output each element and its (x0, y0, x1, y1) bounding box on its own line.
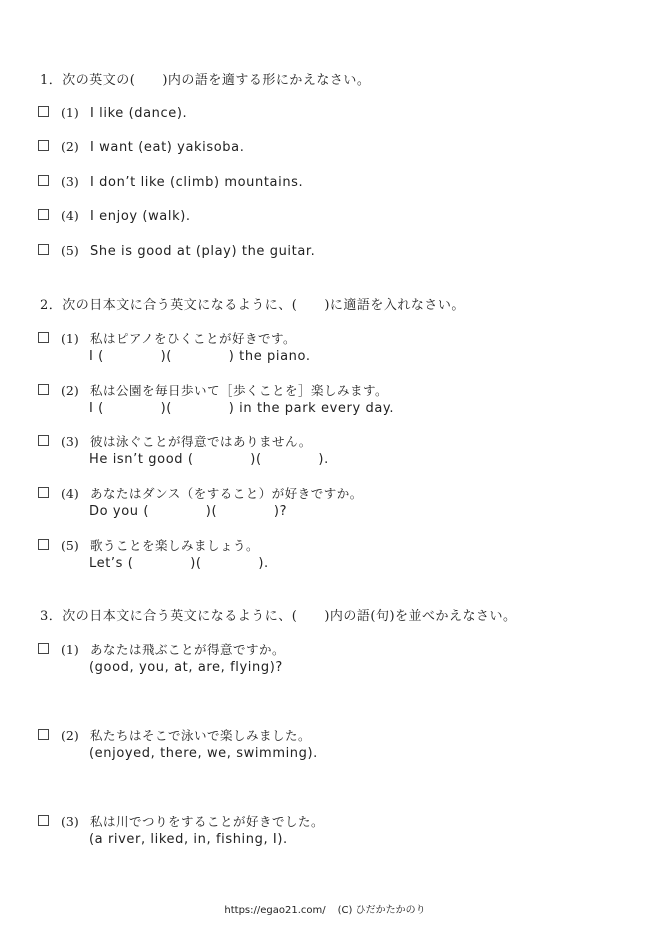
section-3-item-2 (38, 726, 638, 761)
item-number: (1) (61, 105, 79, 120)
english-blank-sentence: He isn’t good ( )( ). (89, 452, 329, 467)
checkbox[interactable] (38, 175, 49, 186)
item-number: (2) (61, 728, 79, 743)
item-number: (2) (61, 139, 79, 154)
checkbox[interactable] (38, 539, 49, 550)
item-number: (3) (61, 174, 79, 189)
item-number: (1) (61, 642, 79, 657)
item-text: She is good at (play) the guitar. (90, 244, 316, 259)
english-blank-sentence: Do you ( )( )? (89, 504, 288, 519)
item-text: I want (eat) yakisoba. (90, 140, 245, 155)
section-1-item-5 (38, 243, 638, 259)
checkbox[interactable] (38, 643, 49, 654)
item-number: (3) (61, 434, 79, 449)
checkbox[interactable] (38, 729, 49, 740)
japanese-sentence: 歌うことを楽しみましょう。 (90, 538, 260, 553)
checkbox[interactable] (38, 106, 49, 117)
checkbox[interactable] (38, 435, 49, 446)
english-blank-sentence: Let’s ( )( ). (89, 556, 269, 571)
footer-copyright: (C) ひだかたかのり (337, 905, 426, 916)
section-2-title: 2．次の日本文に合う英文になるように、( )に適語を入れなさい。 (40, 298, 465, 313)
item-number: (5) (61, 538, 79, 553)
footer (0, 901, 650, 916)
footer-url[interactable]: https://egao21.com/ (224, 905, 326, 916)
item-text: I like (dance). (90, 106, 188, 121)
japanese-sentence: 私は川でつりをすることが好きでした。 (90, 814, 325, 829)
section-1-item-4 (38, 208, 638, 224)
section-2-item-2 (38, 381, 638, 416)
section-2-item-1 (38, 329, 638, 364)
section-2-item-3 (38, 432, 638, 467)
item-text: I enjoy (walk). (90, 209, 191, 224)
checkbox[interactable] (38, 332, 49, 343)
item-number: (4) (61, 208, 79, 223)
item-number: (4) (61, 486, 79, 501)
item-number: (2) (61, 383, 79, 398)
checkbox[interactable] (38, 209, 49, 220)
japanese-sentence: 私たちはそこで泳いで楽しみました。 (90, 728, 312, 743)
item-number: (5) (61, 243, 79, 258)
section-2-item-5 (38, 536, 638, 571)
section-3-title: 3．次の日本文に合う英文になるように、( )内の語(句)を並べかえなさい。 (40, 609, 517, 624)
section-1-item-3 (38, 174, 638, 190)
item-text: I don’t like (climb) mountains. (90, 175, 304, 190)
word-list: (good, you, at, are, flying)? (89, 660, 283, 675)
section-1-title: 1．次の英文の( )内の語を適する形にかえなさい。 (40, 73, 371, 88)
section-1-item-2 (38, 139, 638, 155)
section-1-item-1 (38, 105, 638, 121)
japanese-sentence: 私は公園を毎日歩いて［歩くことを］楽しみます。 (90, 383, 389, 398)
english-blank-sentence: I ( )( ) in the park every day. (89, 401, 395, 416)
checkbox[interactable] (38, 384, 49, 395)
checkbox[interactable] (38, 140, 49, 151)
checkbox[interactable] (38, 815, 49, 826)
word-list: (a river, liked, in, fishing, I). (89, 832, 288, 847)
item-number: (1) (61, 331, 79, 346)
checkbox[interactable] (38, 487, 49, 498)
section-2-item-4 (38, 484, 638, 519)
japanese-sentence: あなたは飛ぶことが得意ですか。 (90, 642, 286, 657)
item-number: (3) (61, 814, 79, 829)
word-list: (enjoyed, there, we, swimming). (89, 746, 318, 761)
english-blank-sentence: I ( )( ) the piano. (89, 349, 311, 364)
japanese-sentence: あなたはダンス（をすること）が好きですか。 (90, 486, 363, 501)
japanese-sentence: 彼は泳ぐことが得意ではありません。 (90, 434, 312, 449)
section-3-item-3 (38, 812, 638, 847)
japanese-sentence: 私はピアノをひくことが好きです。 (90, 331, 297, 346)
section-3-item-1 (38, 640, 638, 675)
checkbox[interactable] (38, 244, 49, 255)
